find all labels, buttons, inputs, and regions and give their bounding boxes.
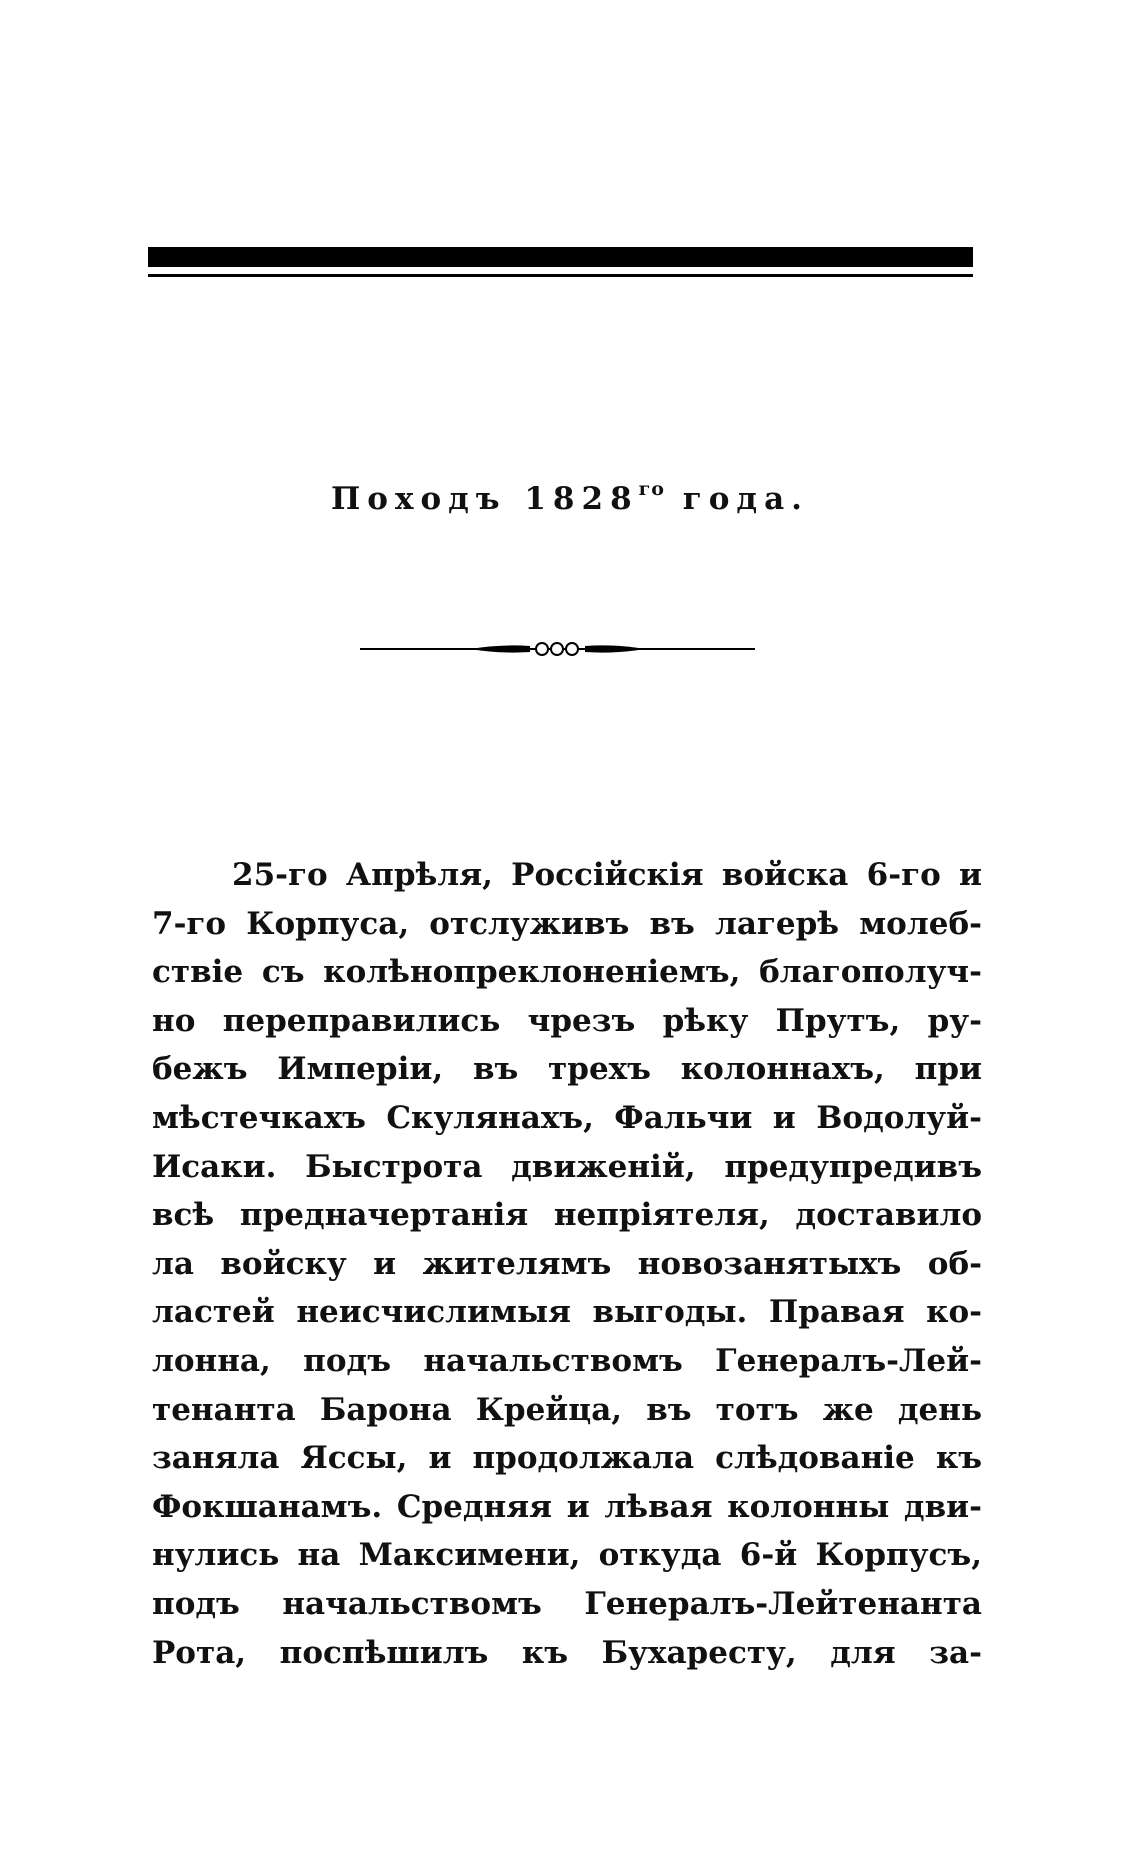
text-line: тенанта Барона Крейца, въ тотъ же день bbox=[152, 1391, 982, 1428]
text-line: но переправились чрезъ рѣку Прутъ, ру- bbox=[152, 1002, 982, 1039]
text-line: Исаки. Быстрота движеній, предупредивъ bbox=[152, 1148, 982, 1185]
text-line: лонна, подъ начальствомъ Генералъ-Лей- bbox=[152, 1342, 982, 1379]
text-line: 7-го Корпуса, отслуживъ въ лагерѣ молеб- bbox=[152, 905, 982, 942]
text-line: подъ начальствомъ Генералъ-Лейтенанта bbox=[152, 1585, 982, 1622]
text-line: Фокшанамъ. Средняя и лѣвая колонны дви- bbox=[152, 1488, 982, 1525]
header-double-rule bbox=[148, 247, 973, 281]
text-line: 25-го Апрѣля, Россійскія войска 6-го и bbox=[232, 857, 982, 893]
text-line: всѣ предначертанія непріятеля, доставило bbox=[152, 1197, 982, 1234]
body-text bbox=[152, 851, 982, 1677]
text-line: нулись на Максимени, откуда 6-й Корпусъ, bbox=[152, 1537, 982, 1574]
text-line: Рота, поспѣшилъ къ Бухаресту, для за- bbox=[152, 1634, 982, 1671]
text-line: ла войску и жителямъ новозанятыхъ об- bbox=[152, 1245, 982, 1282]
chapter-title-superscript: го bbox=[638, 478, 665, 500]
header-thick-rule bbox=[148, 247, 973, 267]
text-line: бежъ Имперіи, въ трехъ колоннахъ, при bbox=[152, 1051, 982, 1088]
header-thin-rule bbox=[148, 274, 973, 277]
text-line: ластей неисчислимыя выгоды. Правая ко- bbox=[152, 1294, 982, 1331]
text-line: ствіе съ колѣнопреклоненіемъ, благополуч- bbox=[152, 954, 982, 991]
ornament-divider bbox=[360, 640, 755, 658]
chapter-title-main: Походъ 1828 bbox=[331, 481, 639, 517]
text-line: заняла Яссы, и продолжала слѣдованіе къ bbox=[152, 1440, 982, 1477]
chapter-title bbox=[0, 478, 1140, 517]
text-line: мѣстечкахъ Скулянахъ, Фальчи и Водолуй- bbox=[152, 1099, 982, 1136]
chapter-title-end: года. bbox=[664, 481, 809, 517]
